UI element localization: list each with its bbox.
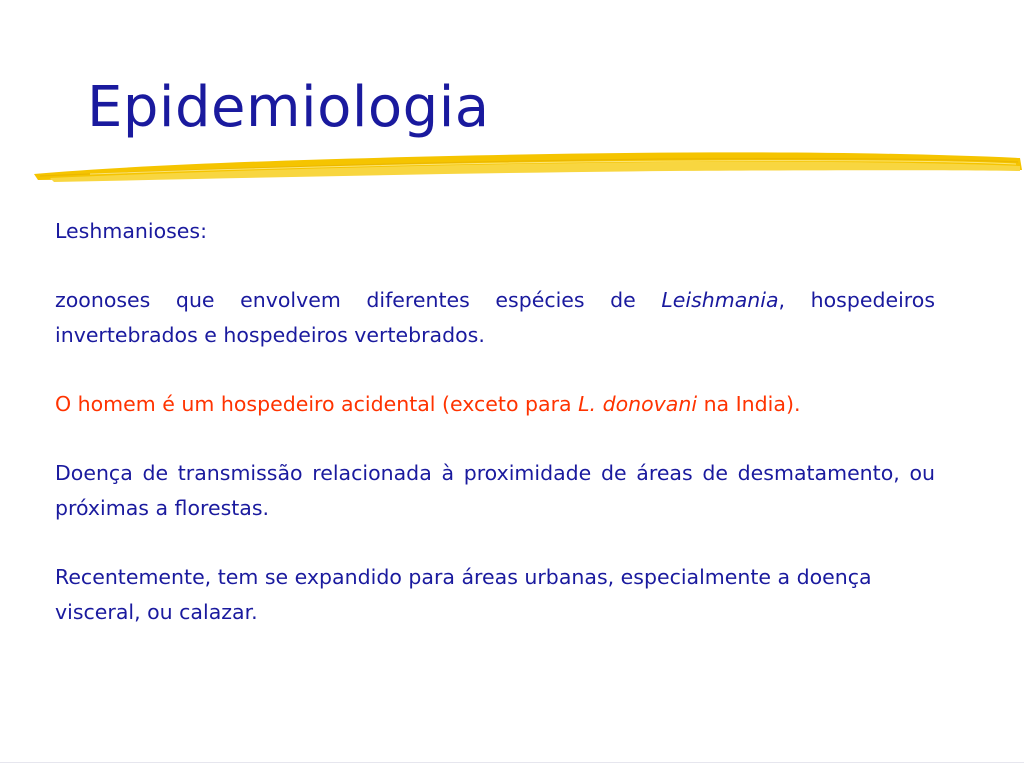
paragraph-text: zoonoses que envolvem diferentes espécies de bbox=[55, 288, 662, 312]
species-name: L. donovani bbox=[578, 392, 698, 416]
paragraph-urban-expansion: Recentemente, tem se expandido para áreas urbanas, especialmente a doença visceral, ou calazar. bbox=[55, 565, 872, 624]
species-name: Leishmania bbox=[661, 288, 779, 312]
paragraph-text: , hospedeiros invertebrados e hospedeiros vertebrados. bbox=[55, 288, 935, 347]
slide-body bbox=[55, 214, 935, 664]
section-heading: Leshmanioses: bbox=[55, 219, 207, 243]
title-underline-brushstroke bbox=[30, 140, 1024, 190]
slide-title: Epidemiologia bbox=[87, 75, 490, 140]
paragraph-text: O homem é um hospedeiro acidental (exceto para bbox=[55, 392, 579, 416]
paragraph-transmission: Doença de transmissão relacionada à proximidade de áreas de desmatamento, ou próximas a florestas. bbox=[55, 461, 935, 520]
paragraph-zoonoses bbox=[55, 283, 935, 353]
paragraph-text: na India). bbox=[697, 392, 801, 416]
bottom-divider bbox=[0, 762, 1024, 763]
paragraph-accidental-host bbox=[55, 387, 935, 422]
